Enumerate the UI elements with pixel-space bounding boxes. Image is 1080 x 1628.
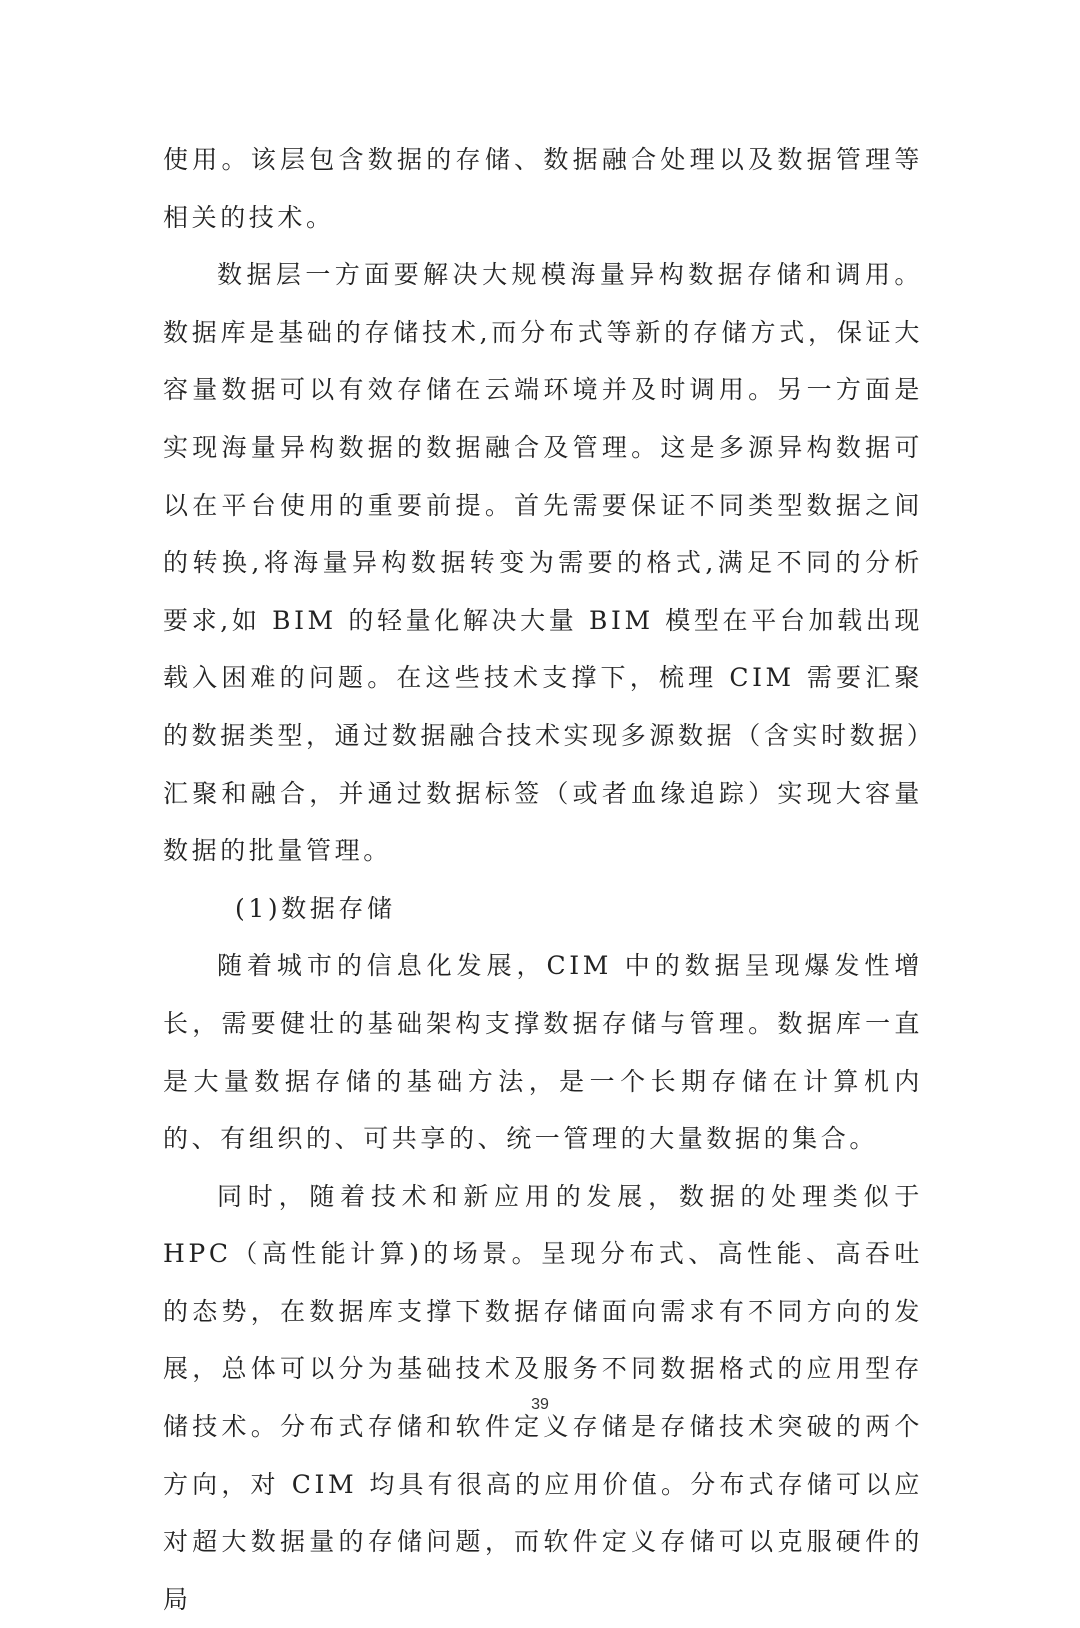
paragraph-continuation: 使用。该层包含数据的存储、数据融合处理以及数据管理等相关的技术。 [163,145,923,232]
paragraph-data-layer: 数据层一方面要解决大规模海量异构数据存储和调用。数据库是基础的存储技术,而分布式等新的存储方式，保证大容量数据可以有效存储在云端环境并及时调用。另一方面是实现海量异构数据的数据融合及管理。这是多源异构数据可以在平台使用的重要前提。首先需要保证不同类型数据之间的转换,将海量异构数据转变为需要的格式,满足不同的分析要求,如 BIM 的轻量化解决大量 BIM 模型在平台加载出现载入困难的问题。在这些技术支撑下，梳理 CIM 需要汇聚的数据类型，通过数据融合技术实现多源数据（含实时数据）汇聚和融合，并通过数据标签（或者血缘追踪）实现大容量数据的批量管理。 [163,260,923,866]
paragraph-storage-trends: 同时，随着技术和新应用的发展，数据的处理类似于 HPC（高性能计算)的场景。呈现分布式、高性能、高吞吐的态势，在数据库支撑下数据存储面向需求有不同方向的发展，总体可以分为基础技术及服务不同数据格式的应用型存储技术。分布式存储和软件定义存储是存储技术突破的两个方向，对 CIM 均具有很高的应用价值。分布式存储可以应对超大数据量的存储问题，而软件定义存储可以克服硬件的局 [163,1181,923,1614]
paragraph-data-storage: 随着城市的信息化发展，CIM 中的数据呈现爆发性增长，需要健壮的基础架构支撑数据存储与管理。数据库一直是大量数据存储的基础方法，是一个长期存储在计算机内的、有组织的、可共享的、统一管理的大量数据的集合。 [163,951,923,1154]
section-heading-data-storage: (1)数据存储 [235,893,396,923]
page-number: 39 [531,1396,549,1413]
